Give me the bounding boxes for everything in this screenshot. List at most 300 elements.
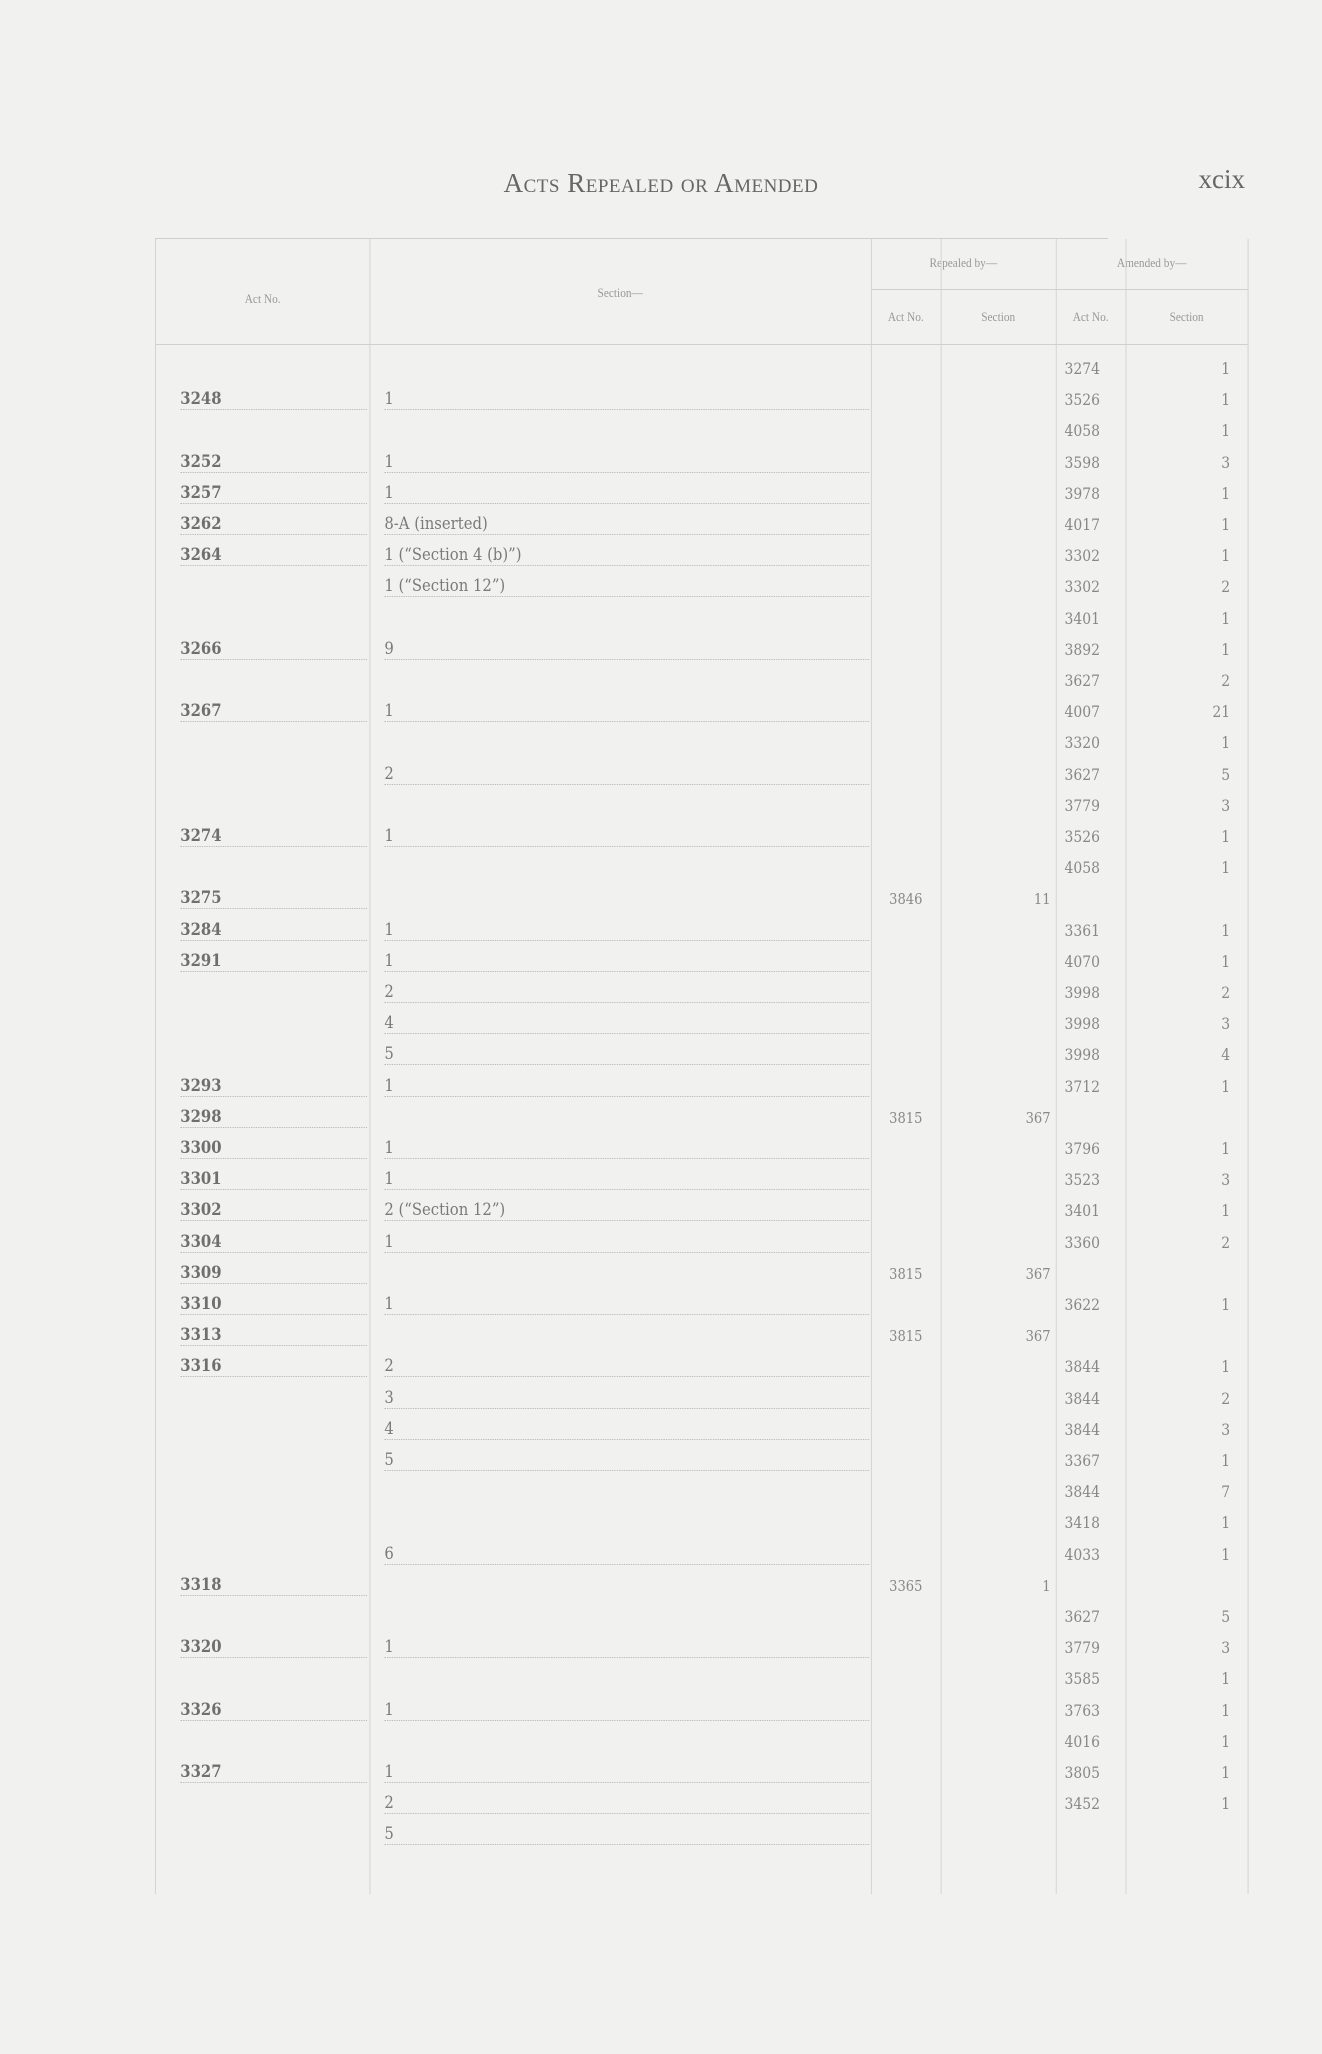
repealed-act-cell [871, 1134, 941, 1164]
repealed-section-cell: 11 [1033, 890, 1051, 909]
header-bottom-rule [156, 344, 1248, 345]
repealed-act-cell [871, 666, 941, 696]
act-number-cell: 3262 [180, 514, 367, 535]
repealed-section-cell [941, 1664, 1056, 1694]
table-row [156, 884, 1248, 914]
repealed-act-cell [871, 1165, 941, 1195]
amended-act-cell: 3361 [1064, 920, 1101, 940]
act-number-cell [180, 572, 367, 602]
amended-section-cell: 1 [1221, 1513, 1231, 1533]
section-cell [384, 604, 869, 634]
section-cell: 2 (“Section 12”) [384, 1200, 869, 1221]
section-cell [384, 853, 869, 883]
amended-act-cell: 3627 [1064, 1607, 1101, 1626]
repealed-section-cell [941, 416, 1056, 446]
section-cell: 1 [384, 1294, 869, 1315]
section-cell: 4 [384, 1013, 869, 1034]
amended-section-cell: 1 [1221, 1763, 1231, 1782]
amended-act-cell: 3779 [1064, 1638, 1101, 1658]
amended-section-cell [1126, 884, 1248, 914]
repealed-act-cell [871, 385, 941, 415]
amended-section-cell: 1 [1221, 483, 1231, 503]
amended-section-cell: 1 [1221, 1669, 1231, 1689]
amended-act-cell: 3627 [1064, 764, 1101, 784]
repealed-act-cell [871, 947, 941, 977]
repealed-section-cell [941, 728, 1056, 758]
section-cell: 2 [384, 1356, 869, 1377]
act-number-cell: 3318 [180, 1575, 367, 1596]
repealed-section-cell [941, 853, 1056, 883]
table-row [156, 760, 1248, 790]
amended-section-cell: 1 [1221, 1357, 1231, 1377]
amended-section-cell [1126, 1820, 1248, 1850]
section-cell: 9 [384, 639, 869, 660]
section-cell: 2 [384, 764, 869, 785]
amended-act-cell: 3523 [1064, 1170, 1101, 1190]
amended-section-cell: 1 [1221, 920, 1231, 940]
section-cell [384, 728, 869, 758]
amended-act-cell: 3627 [1064, 671, 1101, 690]
repealed-section-cell [941, 1446, 1056, 1476]
amended-section-cell: 1 [1221, 1076, 1231, 1096]
repealed-act-cell: 3365 [889, 1576, 923, 1595]
section-cell: 1 [384, 701, 869, 722]
amended-section-cell: 1 [1221, 1731, 1231, 1751]
act-number-cell [180, 666, 367, 696]
amended-act-cell: 3998 [1064, 1014, 1101, 1034]
table-row [156, 510, 1248, 540]
section-cell: 2 [384, 982, 869, 1003]
amended-section-cell: 1 [1221, 546, 1231, 566]
repealed-act-cell [871, 978, 941, 1008]
amended-act-cell: 3998 [1064, 983, 1101, 1002]
amended-section-cell: 2 [1221, 1388, 1231, 1408]
repealed-act-cell [871, 1290, 941, 1320]
section-cell [384, 1477, 869, 1507]
act-number-cell [180, 416, 367, 446]
header-amended-by: Amended by— [1116, 255, 1187, 270]
table-row [156, 1134, 1248, 1164]
section-cell: 1 [384, 483, 869, 504]
repealed-section-cell [941, 1508, 1056, 1538]
amended-act-cell: 3360 [1064, 1232, 1101, 1252]
repealed-act-cell [871, 635, 941, 665]
act-number-cell: 3291 [180, 951, 367, 972]
table-row [156, 1758, 1248, 1788]
repealed-section-cell [941, 791, 1056, 821]
repealed-section-cell: 367 [1025, 1264, 1051, 1283]
act-number-cell: 3304 [180, 1232, 367, 1253]
amended-section-cell: 1 [1221, 515, 1231, 534]
act-number-cell: 3301 [180, 1169, 367, 1190]
table-row [156, 1664, 1248, 1694]
table-row [156, 791, 1248, 821]
act-number-cell: 3264 [180, 545, 367, 566]
amended-act-cell: 4017 [1064, 515, 1101, 534]
table-row [156, 416, 1248, 446]
section-cell: 1 [384, 389, 869, 410]
repealed-section-cell [941, 354, 1056, 384]
table-row [156, 1228, 1248, 1258]
repealed-act-cell [871, 791, 941, 821]
amended-act-cell: 3844 [1064, 1419, 1101, 1439]
section-cell: 2 [384, 1793, 869, 1814]
act-number-cell: 3274 [180, 826, 367, 847]
table-row [156, 541, 1248, 571]
repealed-section-cell [941, 1165, 1056, 1195]
repealed-section-cell [941, 479, 1056, 509]
act-number-cell: 3320 [180, 1637, 367, 1658]
amended-act-cell [1056, 1259, 1126, 1289]
amended-act-cell: 3526 [1064, 390, 1101, 410]
section-cell: 1 [384, 920, 869, 941]
amended-act-cell: 3526 [1064, 827, 1101, 846]
repealed-act-cell [871, 1820, 941, 1850]
repealed-section-cell [941, 1540, 1056, 1570]
amended-act-cell: 3978 [1064, 483, 1101, 503]
repealed-section-cell [941, 1415, 1056, 1445]
table-row [156, 978, 1248, 1008]
amended-act-cell: 3401 [1064, 608, 1101, 628]
repealed-act-cell [871, 1352, 941, 1382]
act-number-cell [180, 1820, 367, 1850]
table-row [156, 1820, 1248, 1850]
amended-act-cell: 3418 [1064, 1513, 1101, 1533]
amended-section-cell [1126, 1321, 1248, 1351]
amended-section-cell: 3 [1221, 1170, 1231, 1190]
section-cell: 1 (“Section 4 (b)”) [384, 545, 869, 566]
act-number-cell: 3275 [180, 888, 367, 909]
repealed-section-cell [941, 916, 1056, 946]
repealed-section-cell [941, 1040, 1056, 1070]
repealed-section-cell [941, 1633, 1056, 1663]
act-number-cell [180, 604, 367, 634]
amended-act-cell: 4007 [1064, 702, 1101, 722]
repealed-act-cell [871, 853, 941, 883]
repealed-act-cell [871, 572, 941, 602]
amended-act-cell: 4016 [1064, 1731, 1101, 1751]
table-row [156, 448, 1248, 478]
section-cell [384, 354, 869, 384]
repealed-act-cell [871, 479, 941, 509]
amended-act-cell: 3796 [1064, 1139, 1101, 1158]
repealed-section-cell [941, 1789, 1056, 1819]
repealed-act-cell [871, 1009, 941, 1039]
amended-act-cell [1056, 1321, 1126, 1351]
repealed-section-cell [941, 1696, 1056, 1726]
section-cell: 1 [384, 1076, 869, 1097]
amended-section-cell: 2 [1221, 577, 1231, 597]
header-act-no: Act No. [244, 291, 281, 306]
amended-act-cell: 3844 [1064, 1357, 1101, 1377]
header-repealed-section: Section [981, 309, 1016, 324]
repealed-section-cell [941, 385, 1056, 415]
amended-act-cell: 4033 [1064, 1544, 1101, 1564]
table-row [156, 1415, 1248, 1445]
table-row [156, 1103, 1248, 1133]
page-title: Acts Repealed or Amended [503, 168, 819, 198]
repealed-act-cell [871, 1727, 941, 1757]
section-cell: 6 [384, 1544, 869, 1565]
act-number-cell [180, 1415, 367, 1445]
repealed-section-cell [941, 1072, 1056, 1102]
repealed-section-cell [941, 822, 1056, 852]
section-cell [384, 1103, 869, 1133]
section-cell [384, 1571, 869, 1601]
repealed-act-cell [871, 1664, 941, 1694]
repealed-act-cell: 3815 [889, 1327, 923, 1346]
amended-section-cell: 1 [1221, 359, 1231, 378]
repealed-section-cell [941, 510, 1056, 540]
amended-act-cell: 3892 [1064, 639, 1101, 659]
page-number: xcix [1198, 164, 1245, 194]
amended-section-cell: 5 [1221, 1607, 1231, 1626]
section-cell [384, 1727, 869, 1757]
section-cell [384, 1321, 869, 1351]
section-cell: 5 [384, 1044, 869, 1065]
table-row [156, 1571, 1248, 1601]
section-cell: 1 [384, 1762, 869, 1783]
amended-section-cell: 1 [1221, 421, 1231, 441]
amended-act-cell: 3998 [1064, 1045, 1101, 1065]
amended-section-cell: 3 [1221, 452, 1231, 472]
section-cell: 3 [384, 1388, 869, 1409]
table-row [156, 1040, 1248, 1070]
repealed-act-cell [871, 1040, 941, 1070]
repealed-section-cell [941, 697, 1056, 727]
amended-act-cell: 3274 [1064, 359, 1101, 378]
section-cell: 4 [384, 1419, 869, 1440]
act-number-cell [180, 1664, 367, 1694]
repealed-act-cell: 3815 [889, 1264, 923, 1283]
table-row [156, 916, 1248, 946]
header-repealed-act-no: Act No. [887, 309, 924, 324]
amended-act-cell: 3712 [1064, 1076, 1101, 1096]
table-row [156, 1508, 1248, 1538]
act-number-cell: 3310 [180, 1294, 367, 1315]
table-row [156, 666, 1248, 696]
amended-section-cell: 21 [1212, 702, 1231, 722]
section-cell: 1 [384, 1232, 869, 1253]
act-number-cell [180, 1508, 367, 1538]
amended-act-cell [1056, 884, 1126, 914]
table-row [156, 1165, 1248, 1195]
table-row [156, 572, 1248, 602]
repealed-act-cell [871, 760, 941, 790]
header-amended-section: Section [1169, 309, 1204, 324]
section-cell: 5 [384, 1824, 869, 1845]
table-row [156, 1259, 1248, 1289]
repealed-section-cell [941, 572, 1056, 602]
act-number-cell [180, 354, 367, 384]
amended-section-cell: 1 [1221, 1544, 1231, 1564]
amended-act-cell: 3844 [1064, 1388, 1101, 1408]
amended-act-cell: 3779 [1064, 795, 1101, 815]
amended-act-cell: 4058 [1064, 858, 1101, 878]
amended-section-cell: 1 [1221, 608, 1231, 628]
act-number-cell: 3257 [180, 483, 367, 504]
section-cell: 8-A (inserted) [384, 514, 869, 535]
act-number-cell: 3302 [180, 1200, 367, 1221]
repealed-section-cell: 367 [1025, 1108, 1051, 1127]
table-row [156, 1321, 1248, 1351]
repealed-act-cell: 3815 [889, 1108, 923, 1127]
repealed-act-cell [871, 354, 941, 384]
section-cell [384, 1602, 869, 1632]
repealed-act-cell: 3846 [889, 890, 923, 909]
repealed-act-cell [871, 1415, 941, 1445]
repealed-section-cell [941, 978, 1056, 1008]
table-row [156, 822, 1248, 852]
table-row [156, 1072, 1248, 1102]
act-number-cell: 3327 [180, 1762, 367, 1783]
section-cell: 1 [384, 951, 869, 972]
amended-section-cell: 1 [1221, 951, 1231, 971]
repealed-act-cell [871, 1696, 941, 1726]
act-number-cell: 3252 [180, 452, 367, 473]
table-row [156, 1602, 1248, 1632]
repealed-act-cell [871, 1602, 941, 1632]
amended-section-cell: 1 [1221, 1295, 1231, 1314]
repealed-act-cell [871, 604, 941, 634]
repealed-act-cell [871, 1477, 941, 1507]
amended-section-cell: 1 [1221, 1451, 1231, 1470]
act-number-cell: 3309 [180, 1263, 367, 1284]
section-cell: 1 [384, 826, 869, 847]
amended-section-cell: 7 [1221, 1482, 1231, 1502]
repealed-section-cell [941, 1602, 1056, 1632]
amended-act-cell: 4070 [1064, 951, 1101, 971]
section-cell: 1 [384, 1169, 869, 1190]
repealed-section-cell [941, 604, 1056, 634]
table-row [156, 1696, 1248, 1726]
repealed-section-cell [941, 1477, 1056, 1507]
table-row [156, 1727, 1248, 1757]
repealed-act-cell [871, 448, 941, 478]
act-number-cell: 3313 [180, 1325, 367, 1346]
amended-act-cell: 3320 [1064, 733, 1101, 753]
amended-act-cell [1056, 1103, 1126, 1133]
repealed-section-cell [941, 1228, 1056, 1258]
section-cell [384, 791, 869, 821]
act-number-cell: 3266 [180, 639, 367, 660]
repealed-act-cell [871, 916, 941, 946]
amended-section-cell: 1 [1221, 1201, 1231, 1221]
table-row [156, 1009, 1248, 1039]
section-cell: 1 [384, 452, 869, 473]
table-row [156, 1540, 1248, 1570]
table-row [156, 697, 1248, 727]
amended-act-cell: 3401 [1064, 1201, 1101, 1221]
amended-section-cell: 4 [1221, 1045, 1231, 1065]
table-row [156, 1290, 1248, 1320]
amended-section-cell: 1 [1221, 827, 1231, 846]
table-row [156, 479, 1248, 509]
amended-act-cell: 3622 [1064, 1295, 1101, 1314]
amended-section-cell: 1 [1221, 1794, 1231, 1814]
amended-act-cell: 3598 [1064, 452, 1101, 472]
table-row [156, 1477, 1248, 1507]
amended-section-cell: 3 [1221, 1419, 1231, 1439]
repealed-section-cell [941, 448, 1056, 478]
amended-act-cell: 3805 [1064, 1763, 1101, 1782]
repealed-act-cell [871, 728, 941, 758]
repealed-act-cell [871, 822, 941, 852]
act-number-cell: 3248 [180, 389, 367, 410]
repealed-act-cell [871, 1446, 941, 1476]
table-row [156, 1384, 1248, 1414]
amended-section-cell: 1 [1221, 1139, 1231, 1158]
section-cell [384, 884, 869, 914]
amended-act-cell: 4058 [1064, 421, 1101, 441]
section-cell: 1 [384, 1637, 869, 1658]
repealed-section-cell [941, 1352, 1056, 1382]
section-cell: 1 (“Section 12”) [384, 576, 869, 597]
amended-section-cell: 3 [1221, 795, 1231, 815]
act-number-cell [180, 1727, 367, 1757]
amended-act-cell: 3452 [1064, 1794, 1101, 1814]
repealed-section-cell [941, 1290, 1056, 1320]
act-number-cell [180, 1477, 367, 1507]
amended-act-cell: 3302 [1064, 577, 1101, 597]
repealed-section-cell [941, 1758, 1056, 1788]
repealed-section-cell [941, 1009, 1056, 1039]
act-number-cell [180, 728, 367, 758]
act-number-cell: 3300 [180, 1138, 367, 1159]
act-number-cell [180, 853, 367, 883]
repealed-section-cell [941, 760, 1056, 790]
amended-act-cell: 3302 [1064, 546, 1101, 566]
repealed-act-cell [871, 1508, 941, 1538]
header-repealed-by: Repealed by— [929, 255, 998, 270]
amended-section-cell: 1 [1221, 858, 1231, 878]
table-row [156, 604, 1248, 634]
section-cell [384, 416, 869, 446]
act-number-cell [180, 1602, 367, 1632]
table-row [156, 385, 1248, 415]
amended-section-cell: 2 [1221, 671, 1231, 690]
repealed-act-cell [871, 1540, 941, 1570]
repealed-section-cell: 1 [1042, 1576, 1051, 1595]
act-number-cell: 3298 [180, 1107, 367, 1128]
table-row [156, 635, 1248, 665]
act-number-cell [180, 791, 367, 821]
header-subdivider [871, 289, 1248, 290]
act-number-cell [180, 1789, 367, 1819]
amended-section-cell: 3 [1221, 1014, 1231, 1034]
acts-table [155, 238, 1231, 1894]
amended-act-cell: 3585 [1064, 1669, 1101, 1689]
repealed-section-cell [941, 947, 1056, 977]
amended-section-cell [1126, 1103, 1248, 1133]
table-row [156, 1633, 1248, 1663]
amended-section-cell [1126, 1259, 1248, 1289]
repealed-section-cell [941, 1384, 1056, 1414]
repealed-act-cell [871, 1072, 941, 1102]
act-number-cell [180, 760, 367, 790]
amended-section-cell: 1 [1221, 639, 1231, 659]
repealed-act-cell [871, 1633, 941, 1663]
amended-section-cell: 1 [1221, 733, 1231, 753]
amended-act-cell [1056, 1571, 1126, 1601]
section-cell [384, 1664, 869, 1694]
table-row [156, 354, 1248, 384]
repealed-act-cell [871, 1384, 941, 1414]
repealed-act-cell [871, 541, 941, 571]
repealed-act-cell [871, 697, 941, 727]
table-row [156, 853, 1248, 883]
repealed-section-cell [941, 635, 1056, 665]
